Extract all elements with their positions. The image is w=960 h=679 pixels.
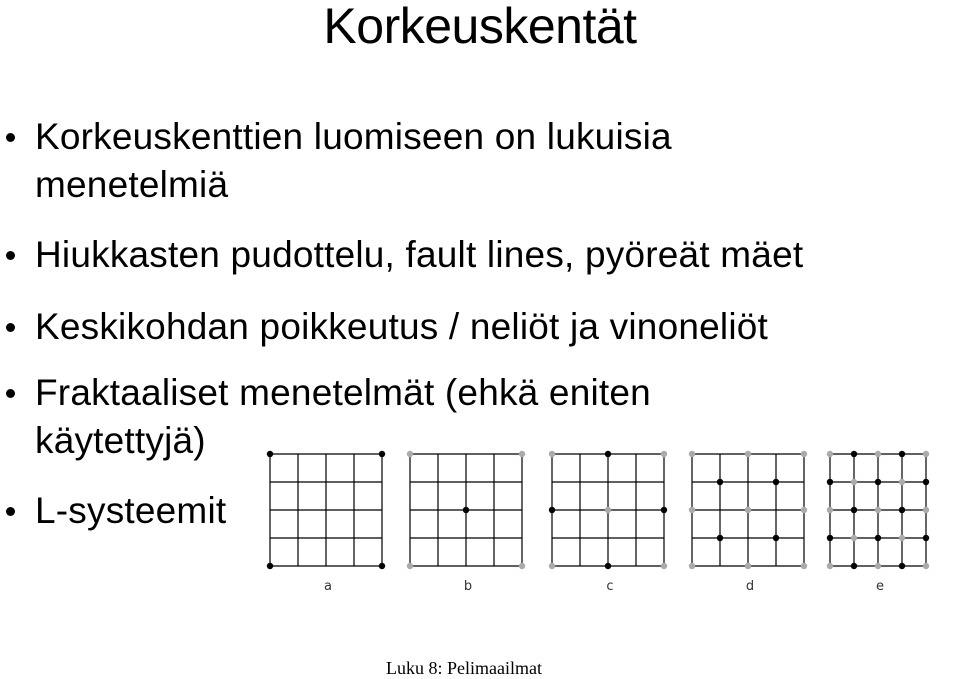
old-point-icon	[827, 563, 833, 569]
old-point-icon	[549, 563, 555, 569]
grid-panel	[267, 451, 385, 594]
new-point-icon	[923, 479, 929, 485]
diamond-square-diagram	[262, 446, 884, 606]
new-point-icon	[463, 507, 469, 513]
grid-panel	[549, 451, 667, 594]
new-point-icon	[773, 535, 779, 541]
bullet-text-line: menetelmiä	[35, 164, 229, 205]
bullet-text-line: käytettyjä)	[35, 420, 206, 461]
old-point-icon	[875, 563, 881, 569]
old-point-icon	[549, 451, 555, 457]
grid-panel	[689, 451, 807, 594]
new-point-icon	[827, 479, 833, 485]
slide-footer: Luku 8: Pelimaailmat	[386, 658, 542, 678]
old-point-icon	[519, 563, 525, 569]
new-point-icon	[773, 479, 779, 485]
new-point-icon	[851, 451, 857, 457]
panel-label: b	[463, 579, 473, 594]
old-point-icon	[519, 451, 525, 457]
new-point-icon	[827, 535, 833, 541]
bullet-dot-icon	[6, 507, 15, 516]
old-point-icon	[745, 563, 751, 569]
old-point-icon	[689, 563, 695, 569]
bullet-text-line: Fraktaaliset menetelmät (ehkä eniten	[35, 372, 651, 413]
new-point-icon	[267, 451, 273, 457]
bullet-dot-icon	[6, 133, 15, 142]
bullet-text-line: L-systeemit	[35, 490, 227, 531]
old-point-icon	[801, 563, 807, 569]
diamond-square-figure	[262, 446, 884, 606]
grid-panel	[407, 451, 525, 594]
new-point-icon	[875, 535, 881, 541]
bullet-dot-icon	[6, 389, 15, 398]
bullet-text-line: Keskikohdan poikkeutus / neliöt ja vinoneliöt	[35, 306, 769, 347]
new-point-icon	[267, 563, 273, 569]
old-point-icon	[827, 507, 833, 513]
new-point-icon	[899, 507, 905, 513]
old-point-icon	[851, 535, 857, 541]
new-point-icon	[923, 535, 929, 541]
old-point-icon	[801, 451, 807, 457]
new-point-icon	[717, 479, 723, 485]
old-point-icon	[923, 451, 929, 457]
old-point-icon	[689, 451, 695, 457]
old-point-icon	[827, 451, 833, 457]
bullet-dot-icon	[6, 251, 15, 260]
panel-label: d	[745, 579, 755, 594]
old-point-icon	[661, 451, 667, 457]
new-point-icon	[605, 451, 611, 457]
bullet-text-line: Hiukkasten pudottelu, fault lines, pyöreät mäet	[35, 234, 804, 275]
panel-label: a	[324, 579, 332, 594]
new-point-icon	[379, 451, 385, 457]
old-point-icon	[689, 507, 695, 513]
old-point-icon	[875, 451, 881, 457]
panel-label: c	[606, 579, 614, 594]
old-point-icon	[407, 451, 413, 457]
new-point-icon	[875, 479, 881, 485]
old-point-icon	[745, 451, 751, 457]
old-point-icon	[407, 563, 413, 569]
slide-title: Korkeuskentät	[323, 0, 637, 54]
old-point-icon	[899, 535, 905, 541]
new-point-icon	[899, 563, 905, 569]
old-point-icon	[745, 507, 751, 513]
new-point-icon	[717, 535, 723, 541]
new-point-icon	[661, 507, 667, 513]
bullet-dot-icon	[6, 323, 15, 332]
old-point-icon	[899, 479, 905, 485]
old-point-icon	[851, 479, 857, 485]
old-point-icon	[605, 507, 611, 513]
old-point-icon	[875, 507, 881, 513]
bullet-text-line: Korkeuskenttien luomiseen on lukuisia	[35, 116, 672, 157]
new-point-icon	[899, 451, 905, 457]
new-point-icon	[605, 563, 611, 569]
old-point-icon	[923, 563, 929, 569]
new-point-icon	[851, 507, 857, 513]
old-point-icon	[661, 563, 667, 569]
new-point-icon	[379, 563, 385, 569]
panel-label: e	[876, 579, 884, 594]
old-point-icon	[801, 507, 807, 513]
old-point-icon	[923, 507, 929, 513]
new-point-icon	[549, 507, 555, 513]
new-point-icon	[851, 563, 857, 569]
